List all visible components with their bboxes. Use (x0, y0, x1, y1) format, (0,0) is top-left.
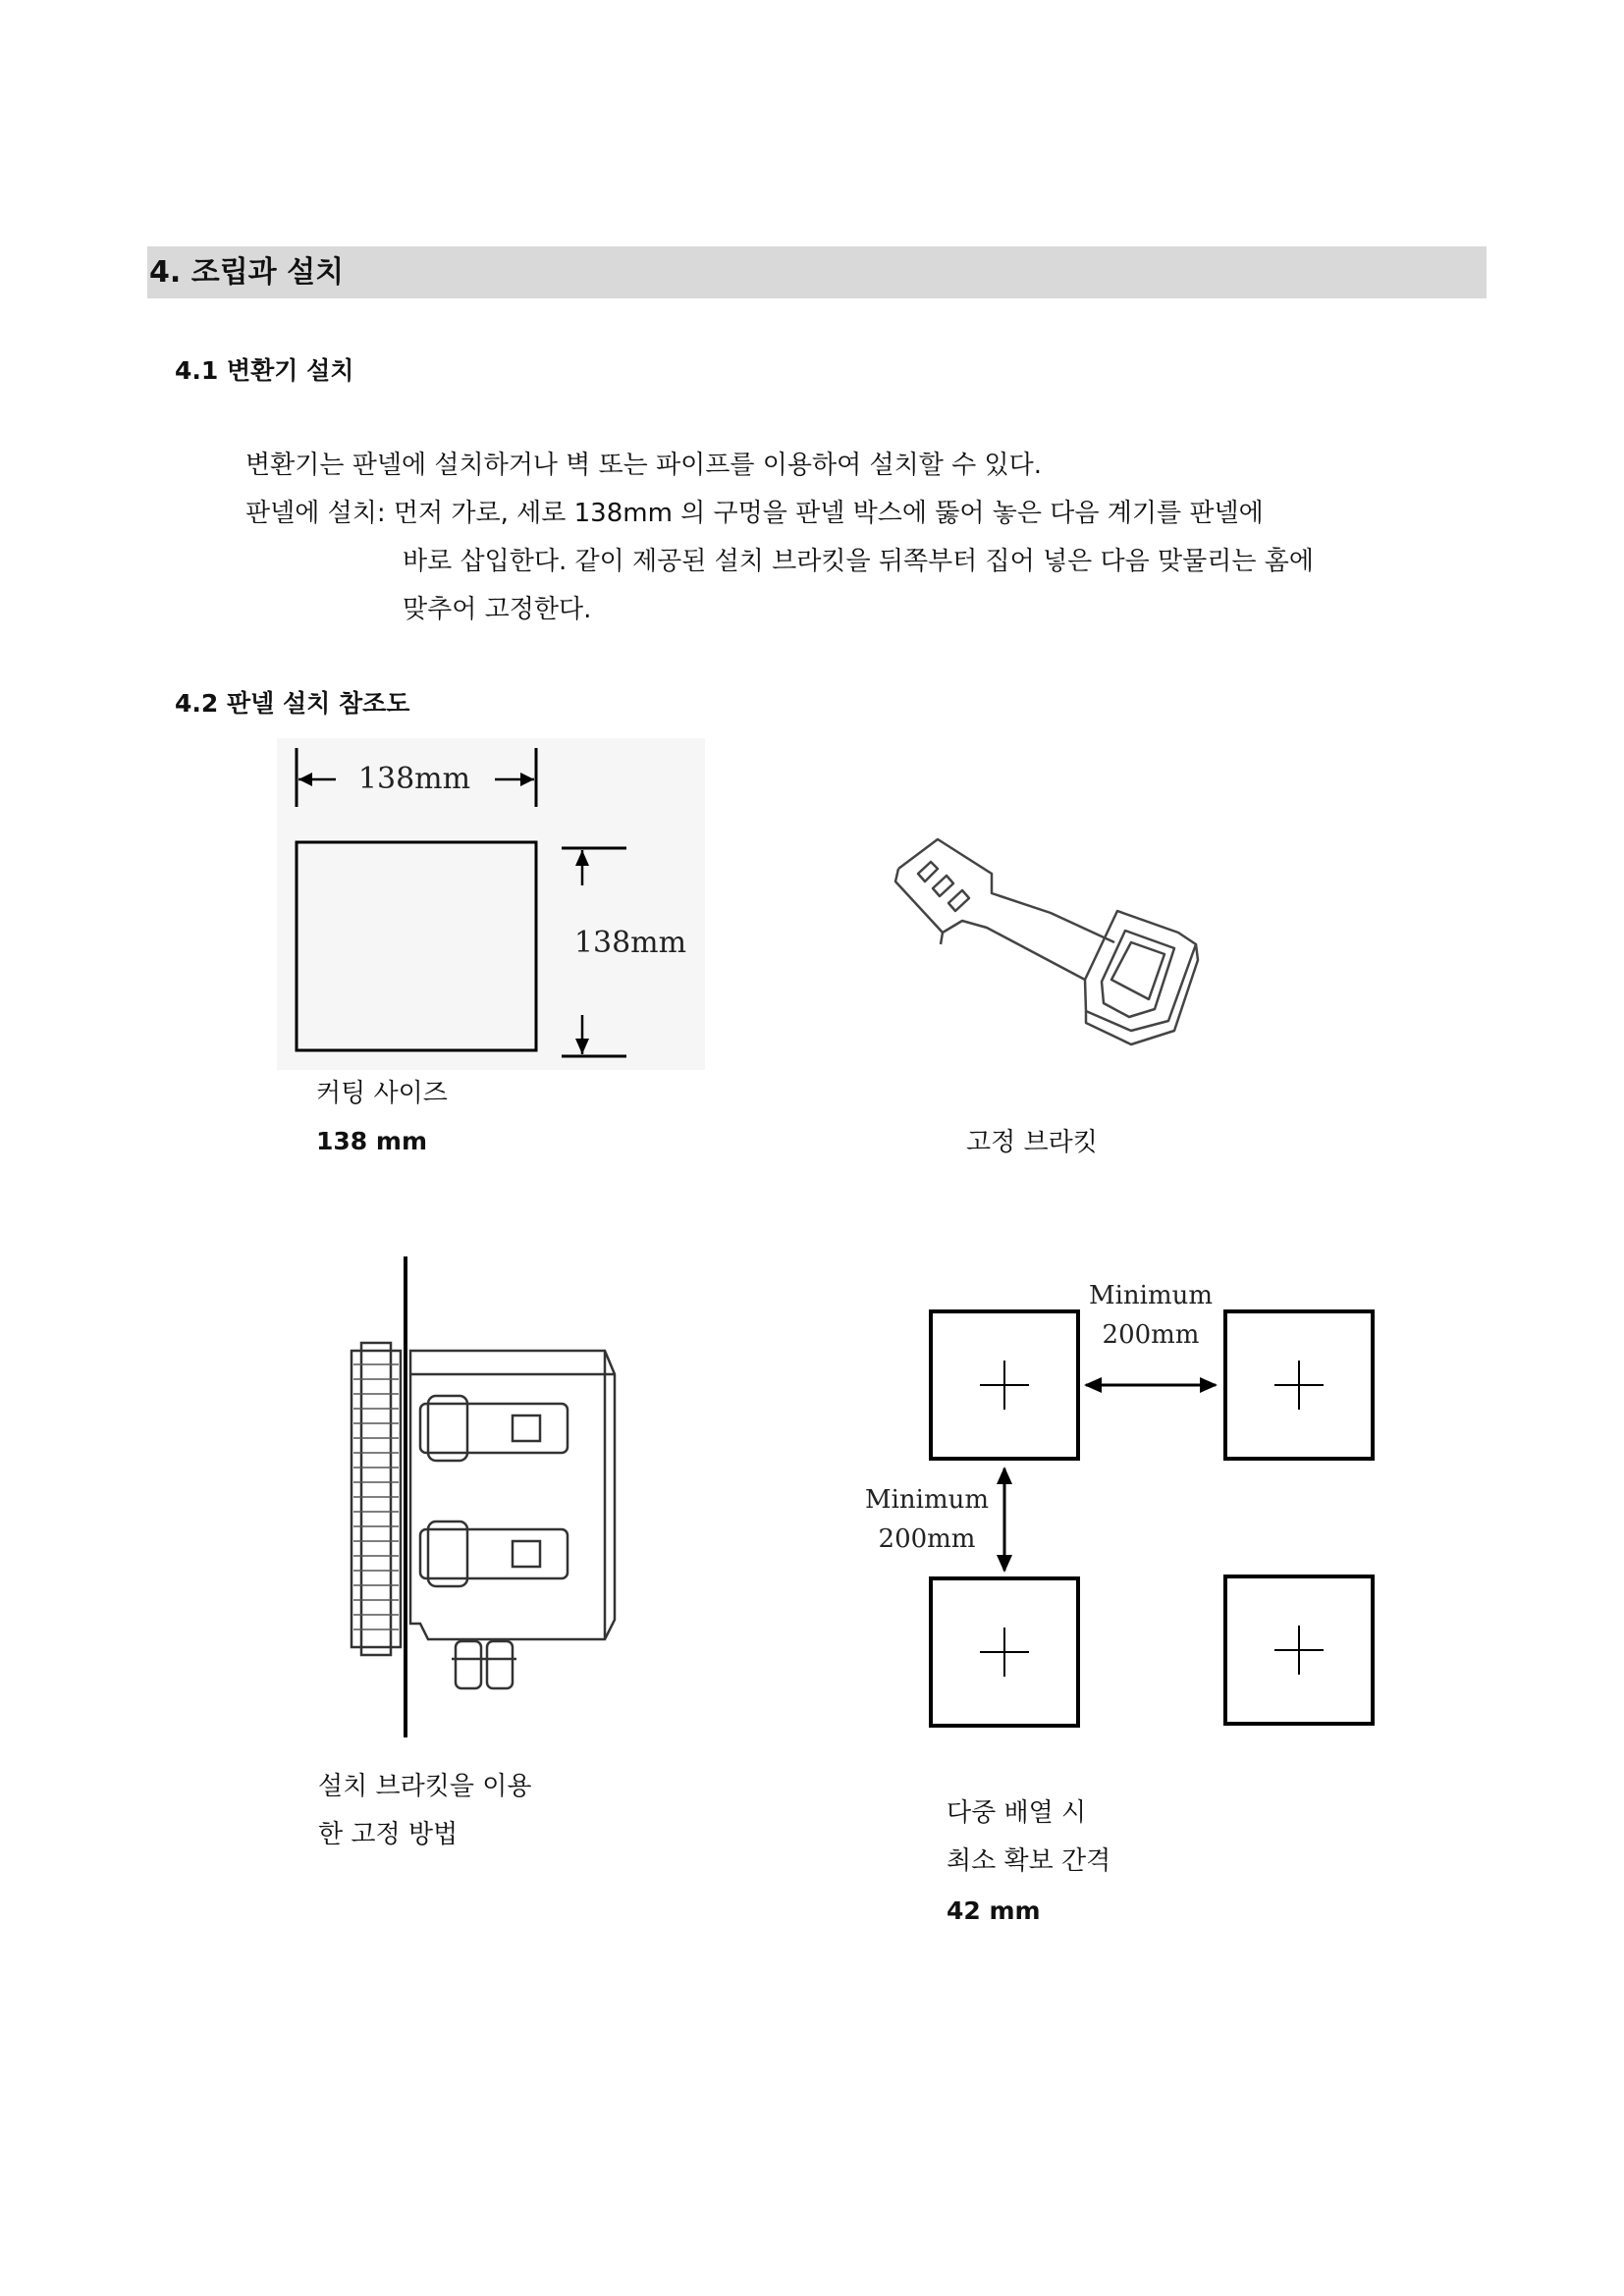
cutting-size-diagram (277, 738, 705, 1070)
bracket-slot-1 (918, 862, 938, 881)
bracket-arm-top (898, 839, 1114, 942)
body-line-2: 판넬에 설치: 먼저 가로, 세로 138mm 의 구멍을 판넬 박스에 뚫어 놓은 다음 계기를 판넬에 (245, 499, 1264, 528)
bracket-lower (420, 1529, 568, 1578)
bracket-upper-clip (428, 1396, 467, 1461)
spacing-caption-value: 42 mm (947, 1896, 1041, 1925)
spacing-caption-line-2: 최소 확보 간격 (947, 1846, 1111, 1876)
housing-body (410, 1351, 615, 1639)
body-line-4: 맞추어 고정한다. (403, 595, 592, 624)
bracket-clamp-window (1111, 942, 1164, 999)
front-bezel-rim (361, 1343, 391, 1655)
side-view-caption-line-2: 한 고정 방법 (318, 1820, 459, 1849)
side-view-drawing (334, 1256, 628, 1737)
front-bezel (352, 1351, 401, 1647)
bracket-lower-tab (513, 1541, 540, 1567)
h-spacing-label-2: 200mm (1102, 1320, 1200, 1350)
h-spacing-arrow-left (1084, 1377, 1102, 1393)
bracket-drawing (884, 834, 1208, 1050)
bracket-arm-edge (941, 933, 943, 944)
bracket-slot-2 (933, 876, 953, 896)
spacing-caption-line-1: 다중 배열 시 (947, 1798, 1087, 1828)
v-spacing-arrow-top (997, 1467, 1012, 1484)
v-spacing-label-2: 200mm (878, 1524, 976, 1554)
h-spacing-arrow-right (1200, 1377, 1218, 1393)
body-line-1: 변환기는 판넬에 설치하거나 벽 또는 파이프를 이용하여 설치할 수 있다. (245, 451, 1043, 480)
width-label: 138mm (357, 762, 471, 796)
subsection-title-4-2: 4.2 판넬 설치 참조도 (175, 689, 410, 718)
bracket-caption: 고정 브라킷 (966, 1128, 1098, 1157)
v-spacing-arrow-bottom (997, 1555, 1012, 1573)
subsection-title-4-1: 4.1 변환기 설치 (175, 356, 354, 385)
section-header-bar (147, 246, 1487, 298)
bracket-upper (420, 1404, 568, 1453)
cable-gland-1 (456, 1641, 481, 1688)
bracket-upper-tab (513, 1415, 540, 1441)
v-spacing-label-1: Minimum (864, 1485, 990, 1515)
height-label: 138mm (573, 926, 687, 960)
spacing-diagram (864, 1281, 1375, 1728)
h-spacing-label-1: Minimum (1088, 1281, 1214, 1310)
section-title: 4. 조립과 설치 (149, 255, 345, 290)
side-view-caption-line-1: 설치 브라킷을 이용 (318, 1772, 532, 1801)
body-line-3: 바로 삽입한다. 같이 제공된 설치 브라킷을 뒤쪽부터 집어 넣은 다음 맞물리는 홈에 (403, 547, 1315, 576)
bracket-arm-bottom (895, 869, 1085, 980)
bracket-lower-clip (428, 1522, 467, 1586)
cutting-caption: 커팅 사이즈 (316, 1079, 448, 1108)
bracket-slot-3 (948, 890, 969, 911)
diagram-background (277, 738, 705, 1070)
cable-gland-2 (487, 1641, 513, 1688)
crosshairs (980, 1361, 1324, 1677)
cutting-caption-value: 138 mm (316, 1127, 427, 1155)
